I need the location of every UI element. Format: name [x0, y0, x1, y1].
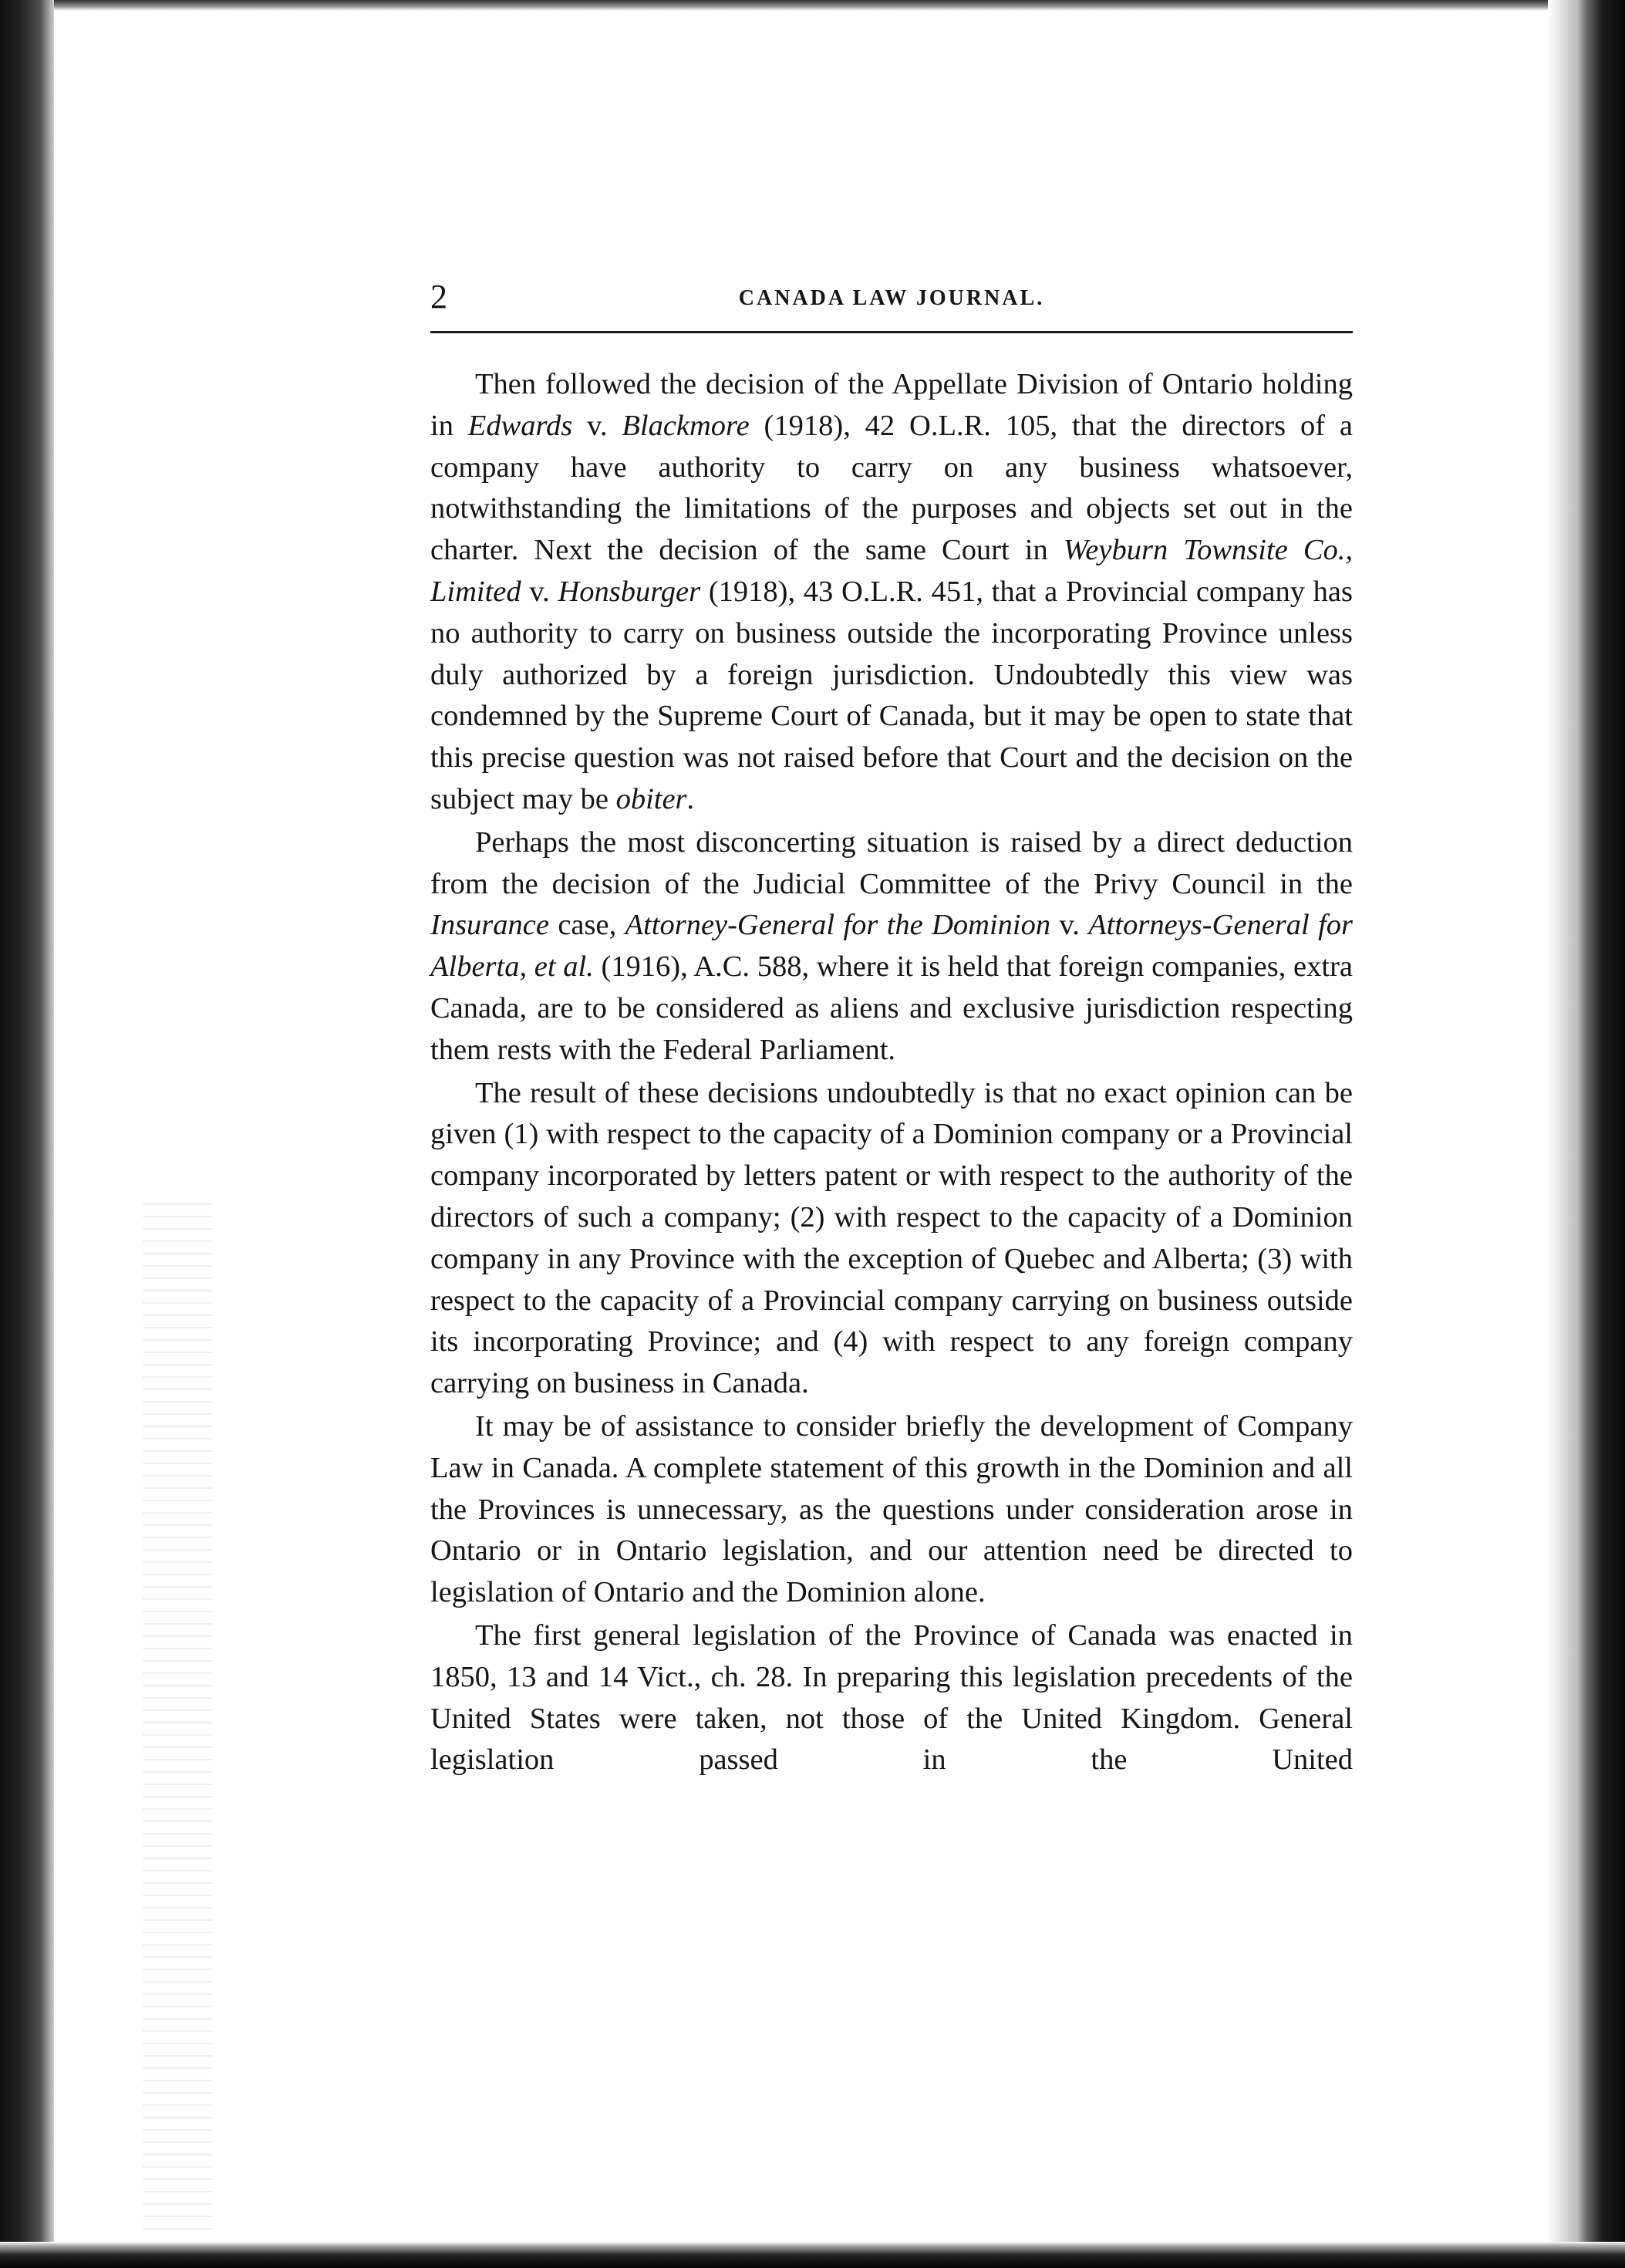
italic-run: obiter	[615, 782, 687, 815]
text-run: Then followed the decision of the Appellate Division of Ontario holding in	[430, 368, 1353, 442]
text-run: The first general legislation of the Province of Canada was enacted in 1850, 13 and 14 Vict., ch. 28. In preparing this legislation precedents of the United States were taken, not those of the United Kingdom. General legislation passed in the United	[430, 1618, 1353, 1777]
text-run: v.	[521, 575, 558, 608]
scan-edge-bottom	[0, 2242, 1625, 2268]
italic-run: Weyburn Townsite Co., Limited	[430, 534, 1353, 608]
paragraph	[430, 1073, 1353, 1405]
paragraph	[430, 364, 1353, 821]
text-run: case,	[548, 909, 625, 942]
text-run: .	[686, 782, 695, 815]
italic-run: Attorneys-General for Alberta, et al.	[430, 909, 1353, 984]
paragraph	[430, 822, 1353, 1072]
text-run: It may be of assistance to consider briefly the development of Company Law in Canada. A complete statement of this growth in the Dominion and all the Provinces is unnecessary, as the questions under consideration arose in Ontario or in Ontario legislation, and our attention need be directed to legislation of Ontario and the Dominion alone.	[430, 1409, 1353, 1609]
text-run: v.	[1050, 909, 1089, 942]
italic-run: Blackmore	[622, 409, 750, 442]
text-run: (1918), 43 O.L.R. 451, that a Provincial company has no authority to carry on business outside the incorporating Province unless duly authorized by a foreign jurisdiction. Undoubtedly this view was condemned by the Supreme Court of Canada, but it may be open to state that this precise question was not raised before that Court and the decision on the subject may be	[430, 575, 1354, 815]
text-run: Perhaps the most disconcerting situation is raised by a direct deduction from the decision of the Judicial Committee of the Privy Council in the	[430, 825, 1353, 900]
text-run: (1916), A.C. 588, where it is held that foreign companies, extra Canada, are to be considered as aliens and exclusive jurisdiction respecting them rests with the Federal Parliament.	[430, 950, 1353, 1066]
article-body	[430, 364, 1353, 1781]
italic-run: Edwards	[467, 409, 573, 442]
scan-edge-left	[0, 0, 54, 2268]
italic-run: Insurance	[430, 909, 549, 942]
italic-run: Honsburger	[558, 575, 701, 608]
journal-page	[430, 274, 1353, 1783]
page-header	[430, 274, 1353, 333]
scan-edge-top	[0, 0, 1625, 11]
paragraph	[430, 1406, 1353, 1614]
scan-edge-right	[1548, 0, 1625, 2268]
paragraph	[430, 1615, 1353, 1781]
gutter-noise	[143, 1203, 212, 2237]
italic-run: Attorney-General for the Dominion	[625, 909, 1051, 942]
running-title: CANADA LAW JOURNAL.	[738, 286, 1045, 310]
text-run: v.	[572, 409, 622, 442]
text-run: (1918), 42 O.L.R. 105, that the directors of a company have authority to carry on any business whatsoever, notwithstanding the limitations of the purposes and objects set out in the charter. Next the decision of the same Court in	[430, 409, 1353, 567]
text-run: The result of these decisions undoubtedly is that no exact opinion can be given (1) with respect to the capacity of a Dominion company or a Provincial company incorporated by letters patent or with respect to the authority of the directors of such a company; (2) with respect to the capacity of a Dominion company in any Province with the exception of Quebec and Alberta; (3) with respect to the capacity of a Provincial company carrying on business outside its incorporating Province; and (4) with respect to any foreign company carrying on business in Canada.	[430, 1076, 1353, 1400]
page-number: 2	[430, 278, 447, 316]
